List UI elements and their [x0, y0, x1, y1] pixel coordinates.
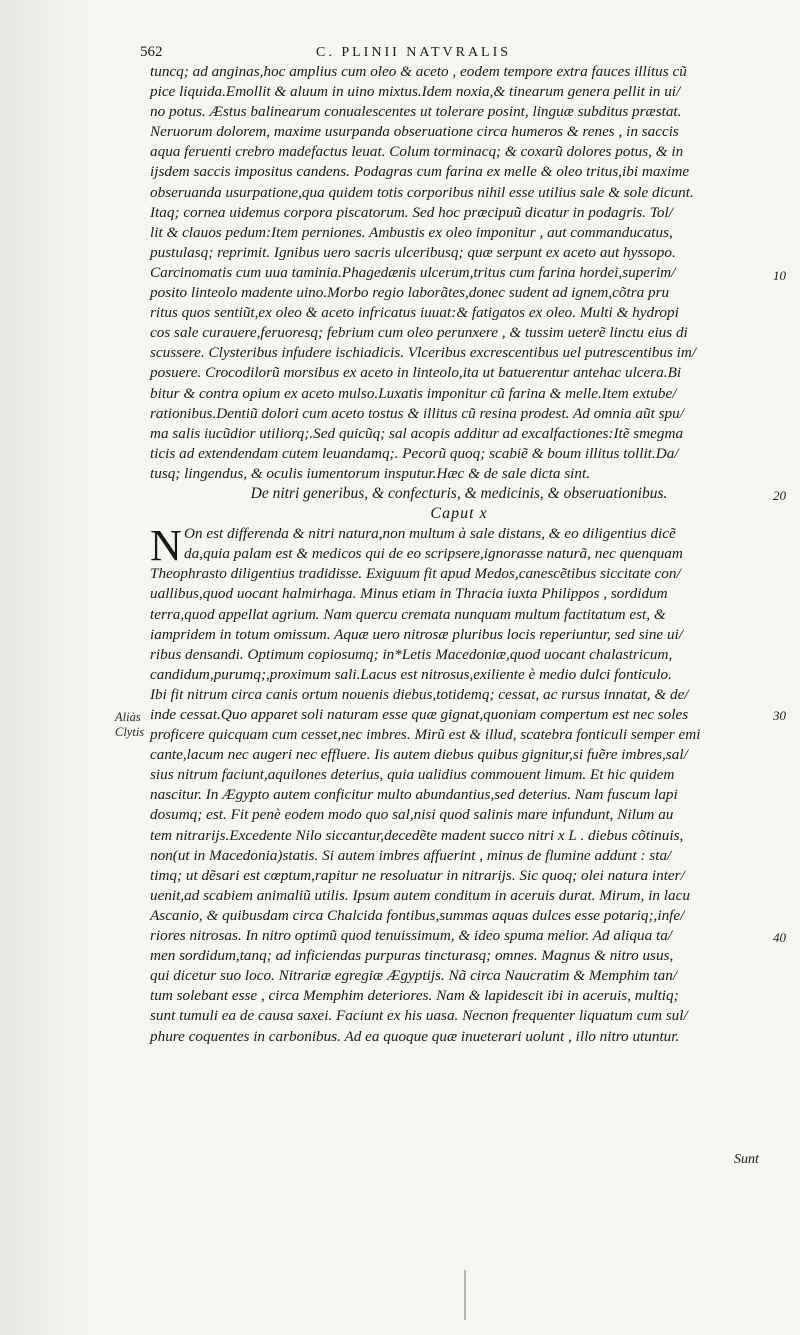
text-line: pustulasq; reprimit. Ignibus uero sacris ulceribusq; quæ serpunt ex aceto aut hyssopo. — [150, 243, 676, 261]
text-line: ritus quos sentiũt,ex oleo & aceto infricatus iuuat:& fatigatos ex oleo. Multi & hydropi — [150, 304, 679, 322]
text-line: sius nitrum faciunt,aquilones deterius, quia ualidius commouent limum. Et hic quidem — [150, 766, 675, 784]
text-line: phure coquentes in carbonibus. Ad ea quoque quæ inueterari uolunt , illo nitro utuntur. — [150, 1027, 680, 1045]
text-line: aqua feruenti crebro madefactus leuat. Colum torminacq; & coxarũ dolores potus, & in — [150, 143, 684, 161]
text-line: ticis ad extendendam cutem leuandamq;. Pecorũ quoq; scabiẽ & boum illitus tollit.Da/ — [150, 444, 679, 462]
text-line: pice liquida.Emollit & aluum in uino mixtus.Idem noxia,& tinearum genera pellit in ui/ — [150, 83, 681, 101]
text-line: uallibus,quod uocant halmirhaga. Minus etiam in Thracia iuxta Philippos , sordidum — [150, 585, 668, 603]
text-line: tum solebant esse , circa Memphim deteriores. Nam & lapidescit ibi in aceruis, multiq; — [150, 987, 679, 1005]
text-line: qui dicetur suo loco. Nitrariæ egregiæ Ægyptijs. Nã circa Naucratim & Memphim tan/ — [150, 967, 678, 985]
drop-capital: N — [150, 521, 182, 571]
marginal-note-line: Aliàs — [115, 710, 141, 724]
text-line: timq; ut dẽsari est cœptum,rapitur ne resoluatur in nitrarijs. Sic quoq; olei natura inter/ — [150, 866, 685, 884]
text-line: Itaq; cornea uidemus corpora piscatorum. Sed hoc præcipuũ dicatur in podagris. Tol/ — [150, 203, 673, 221]
marginal-note — [115, 710, 144, 740]
text-line: terra,quod appellat agrium. Nam quercu cremata nunquam multum factitatum est, & — [150, 605, 666, 623]
text-line: Neruorum dolorem, maxime usurpanda obseruatione circa humeros & renes , in saccis — [150, 123, 679, 141]
text-line: cos sale curauere,feruoresq; febrium cum oleo perunxere , & tussim ueterẽ linctu eius di — [150, 324, 688, 342]
text-line: iampridem in totum omissum. Aquæ uero nitrosæ pluribus locis reperiuntur, sed sine ui/ — [150, 625, 683, 643]
text-line: rationibus.Dentiũ dolori cum aceto tostus & illitus cũ resina prodest. Ad omnia aũt spu/ — [150, 404, 684, 422]
marginal-note-line: Clytis — [115, 725, 145, 739]
text-line: riores nitrosas. In nitro optimũ quod tenuissimum, & ideo spuma melior. Ad aliqua ta/ — [150, 927, 673, 945]
text-line: tem nitrarijs.Excedente Nilo siccantur,decedẽte madent succo nitri x L . diebus cõtinuis, — [150, 826, 684, 844]
chapter-heading: De nitri generibus, & confecturis, & medicinis, & obseruationibus. — [250, 484, 668, 502]
line-number-marker: 20 — [773, 488, 786, 503]
page-number: 562 — [140, 44, 163, 60]
text-line: ribus densandi. Optimum copiosumq; in*Letis Macedoniæ,quod uocant chalastricum, — [150, 645, 673, 663]
binding-gutter — [0, 0, 92, 1335]
text-line: non(ut in Macedonia)statis. Si autem imbres affuerint , minus de flumine addunt : sta/ — [150, 846, 672, 864]
text-line: tusq; lingendus, & oculis iumentorum insputur.Hæc & de sale dicta sint. — [150, 464, 590, 482]
text-line: uenit,ad scabiem animaliũ utilis. Ipsum autem conditum in aceruis durat. Mirum, in lacu — [150, 886, 690, 904]
catchword: Sunt — [734, 1152, 759, 1167]
line-number-marker: 40 — [773, 930, 786, 945]
line-number-marker: 10 — [773, 268, 786, 283]
text-line: dosumq; est. Fit penè eodem modo quo sal,nisi quod salinis mare infundunt, Nilum au — [150, 806, 674, 824]
text-line: da,quia palam est & medicos qui de eo scripsere,ignorasse naturã, nec quenquam — [184, 545, 683, 563]
text-line: sunt tumuli ea de causa saxei. Faciunt ex his uasa. Necnon frequenter liquatum cum sul/ — [150, 1007, 688, 1025]
text-line: scussere. Clysteribus infudere ischiadicis. Vlceribus excrescentibus uel putrescentibus im/ — [150, 344, 697, 362]
text-line: Ibi fit nitrum circa canis ortum nouenis diebus,totidemq; cessat, ac rursus innatat, & de/ — [150, 685, 689, 703]
text-line: lit & clauos pedum:Item perniones. Ambustis ex oleo imponitur , aut commanducatus, — [150, 223, 673, 241]
text-line: men sordidum,tanq; ad inficiendas purpuras tincturasq; omnes. Magnus & nitro usus, — [150, 947, 674, 965]
text-line: proficere quicquam cum cesset,nec imbres. Mirũ est & illud, scatebra fonticuli semper emi — [150, 726, 701, 744]
text-line: Carcinomatis cum uua taminia.Phagedænis ulcerum,tritus cum farina hordei,superim/ — [150, 263, 676, 281]
text-line: On est differenda & nitri natura,non multum à sale distans, & eo diligentius dicẽ — [184, 525, 676, 543]
text-line: posuere. Crocodilorũ morsibus ex aceto in linteolo,ita ut batuerentur antehac ulcera.Bi — [150, 364, 682, 382]
text-line: no potus. Æstus balinearum conualescentes ut tolerare posint, linguæ subditus præstat. — [150, 103, 682, 121]
text-line: cante,lacum nec augeri nec effluere. Iis autem diebus quibus gignitur,si fuẽre imbres,sal/ — [150, 746, 688, 764]
text-line: bitur & contra opium ex aceto mulso.Luxatis imponitur cũ farina & melle.Item extube/ — [150, 384, 677, 402]
chapter-number: Caput x — [430, 505, 488, 523]
text-line: Theophrasto diligentius tradidisse. Exiguum fit apud Medos,canescẽtibus siccitate con/ — [150, 565, 681, 583]
text-line: candidum,purumq;,proximum sali.Lacus est nitrosus,exiliente è medio dulci fonticulo. — [150, 665, 672, 683]
text-line: inde cessat.Quo apparet soli naturam esse quæ gignat,quoniam compertum est nec soles — [150, 706, 689, 723]
text-line: nascitur. In Ægypto autem conficitur multo abundantius,sed deterius. Nam fuscum lapi — [150, 786, 678, 804]
text-section-nitre — [150, 564, 768, 1046]
text-line: tuncq; ad anginas,hoc amplius cum oleo & aceto , eodem tempore extra fauces illitus cũ — [150, 63, 687, 80]
line-number-marker: 30 — [773, 708, 786, 723]
text-line: ijsdem saccis impositus candens. Podagras cum farina ex melle & oleo tritus,ibi maxime — [150, 163, 690, 181]
text-line: Ascanio, & quibusdam circa Chalcida fontibus,summas aquas dulces esse potariq;,infe/ — [150, 906, 685, 924]
text-line: ma salis iucũdior utiliorq;.Sed quicũq; sal acopis additur ad excalfactiones:Itẽ smegma — [150, 424, 684, 442]
text-section-salt — [150, 62, 768, 484]
text-line: obseruanda usurpatione,qua quidem totis corporibus nihil esse utilius sale & sole dicunt. — [150, 183, 694, 201]
binding-mark — [464, 1270, 466, 1320]
main-text — [150, 62, 768, 1047]
running-title: C. PLINII NATVRALIS — [316, 45, 512, 60]
text-line: posito linteolo madente uino.Morbo regio laborãtes,donec sudent ad ignem,cõtra pru — [150, 284, 670, 302]
